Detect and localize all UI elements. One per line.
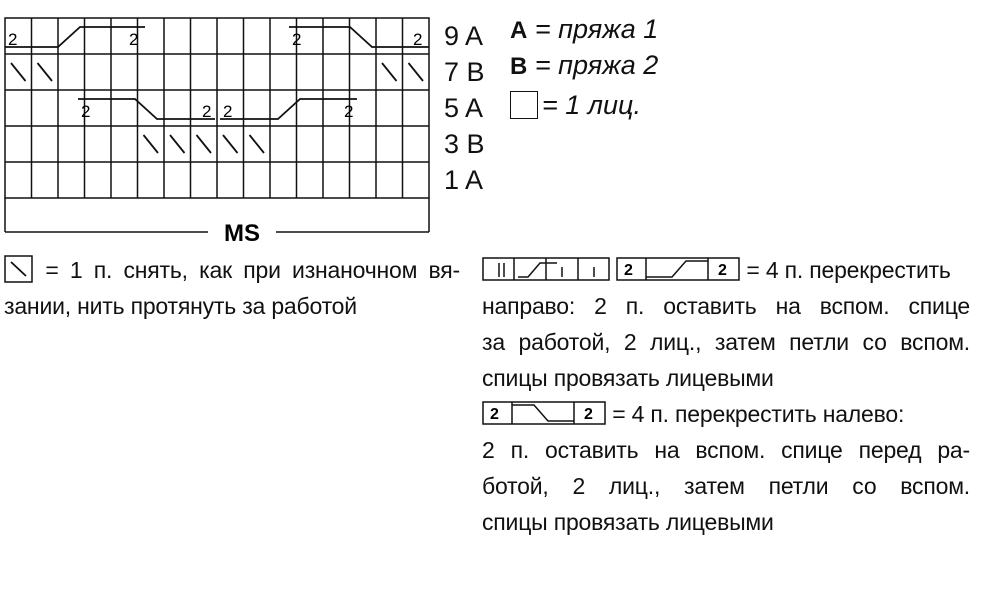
slip-stitch-mark xyxy=(197,135,212,153)
knit-symbol-icon xyxy=(510,91,538,119)
cable-label: 2 xyxy=(129,30,139,49)
repeat-bracket xyxy=(5,198,429,232)
note-text: спицы провязать лицевыми xyxy=(482,365,774,391)
slip-stitch-mark xyxy=(11,63,26,81)
row-label-7: 7 B xyxy=(444,57,485,87)
note-text: за работой, 2 лиц., затем петли со вспом. xyxy=(482,329,970,355)
slip-stitch-mark xyxy=(409,63,424,81)
cable-right-icon xyxy=(482,255,610,283)
note-text: = 4 п. перекрестить xyxy=(746,257,951,283)
row-label-5: 5 A xyxy=(444,93,484,123)
symbol-label: 2 xyxy=(718,262,727,279)
repeat-label: MS xyxy=(224,220,260,247)
row-label-9: 9 A xyxy=(444,21,484,51)
note-cross-right xyxy=(482,252,970,396)
symbol-label: 2 xyxy=(624,262,633,279)
cable-label: 2 xyxy=(292,30,302,49)
cable-cross-right-row9 xyxy=(289,27,429,47)
slip-stitch-mark xyxy=(382,63,397,81)
cable-right-labeled-icon xyxy=(616,255,740,283)
cable-label: 2 xyxy=(344,102,354,121)
cable-cross-left-row5 xyxy=(220,99,357,119)
cable-cross-right-row5 xyxy=(78,99,215,119)
note-text: спицы провязать лицевыми xyxy=(482,509,774,535)
note-text: направо: 2 п. оставить на вспом. спице xyxy=(482,293,970,319)
slip-stitch-mark xyxy=(170,135,185,153)
row-label-3: 3 B xyxy=(444,129,485,159)
legend-text: = 1 лиц. xyxy=(542,90,641,120)
cable-left-labeled-icon xyxy=(482,399,606,427)
cable-label: 2 xyxy=(202,102,212,121)
note-text: ботой, 2 лиц., затем петли со вспом. xyxy=(482,473,970,499)
cable-label: 2 xyxy=(223,102,233,121)
slip-stitch-icon xyxy=(4,255,34,283)
legend-text: = пряжа 2 xyxy=(534,50,659,80)
note-text: = 1 п. снять, как при изнаночном вя- xyxy=(45,257,460,283)
legend-yarn-a xyxy=(510,14,658,46)
cable-label: 2 xyxy=(8,30,18,49)
slip-stitch-mark xyxy=(38,63,53,81)
symbol-label: 2 xyxy=(490,406,499,423)
symbol-label: 2 xyxy=(584,406,593,423)
legend-yarn-b xyxy=(510,50,658,82)
note-text: 2 п. оставить на вспом. спице перед ра- xyxy=(482,437,970,463)
cable-label: 2 xyxy=(81,102,91,121)
slip-stitch-mark xyxy=(223,135,238,153)
legend-text: = пряжа 1 xyxy=(534,14,659,44)
note-slip xyxy=(4,252,460,324)
legend-key: B xyxy=(510,53,528,80)
row-label-1: 1 A xyxy=(444,165,484,195)
slip-stitch-mark xyxy=(144,135,159,153)
slip-stitch-mark xyxy=(250,135,265,153)
legend-knit xyxy=(510,90,641,120)
note-text: = 4 п. перекрестить налево: xyxy=(612,401,905,427)
legend-key: A xyxy=(510,17,528,44)
note-text: зании, нить протянуть за работой xyxy=(4,293,357,319)
cable-label: 2 xyxy=(413,30,423,49)
cable-cross-left-row9 xyxy=(5,27,145,47)
chart-grid xyxy=(5,18,429,198)
note-cross-left xyxy=(482,396,970,540)
